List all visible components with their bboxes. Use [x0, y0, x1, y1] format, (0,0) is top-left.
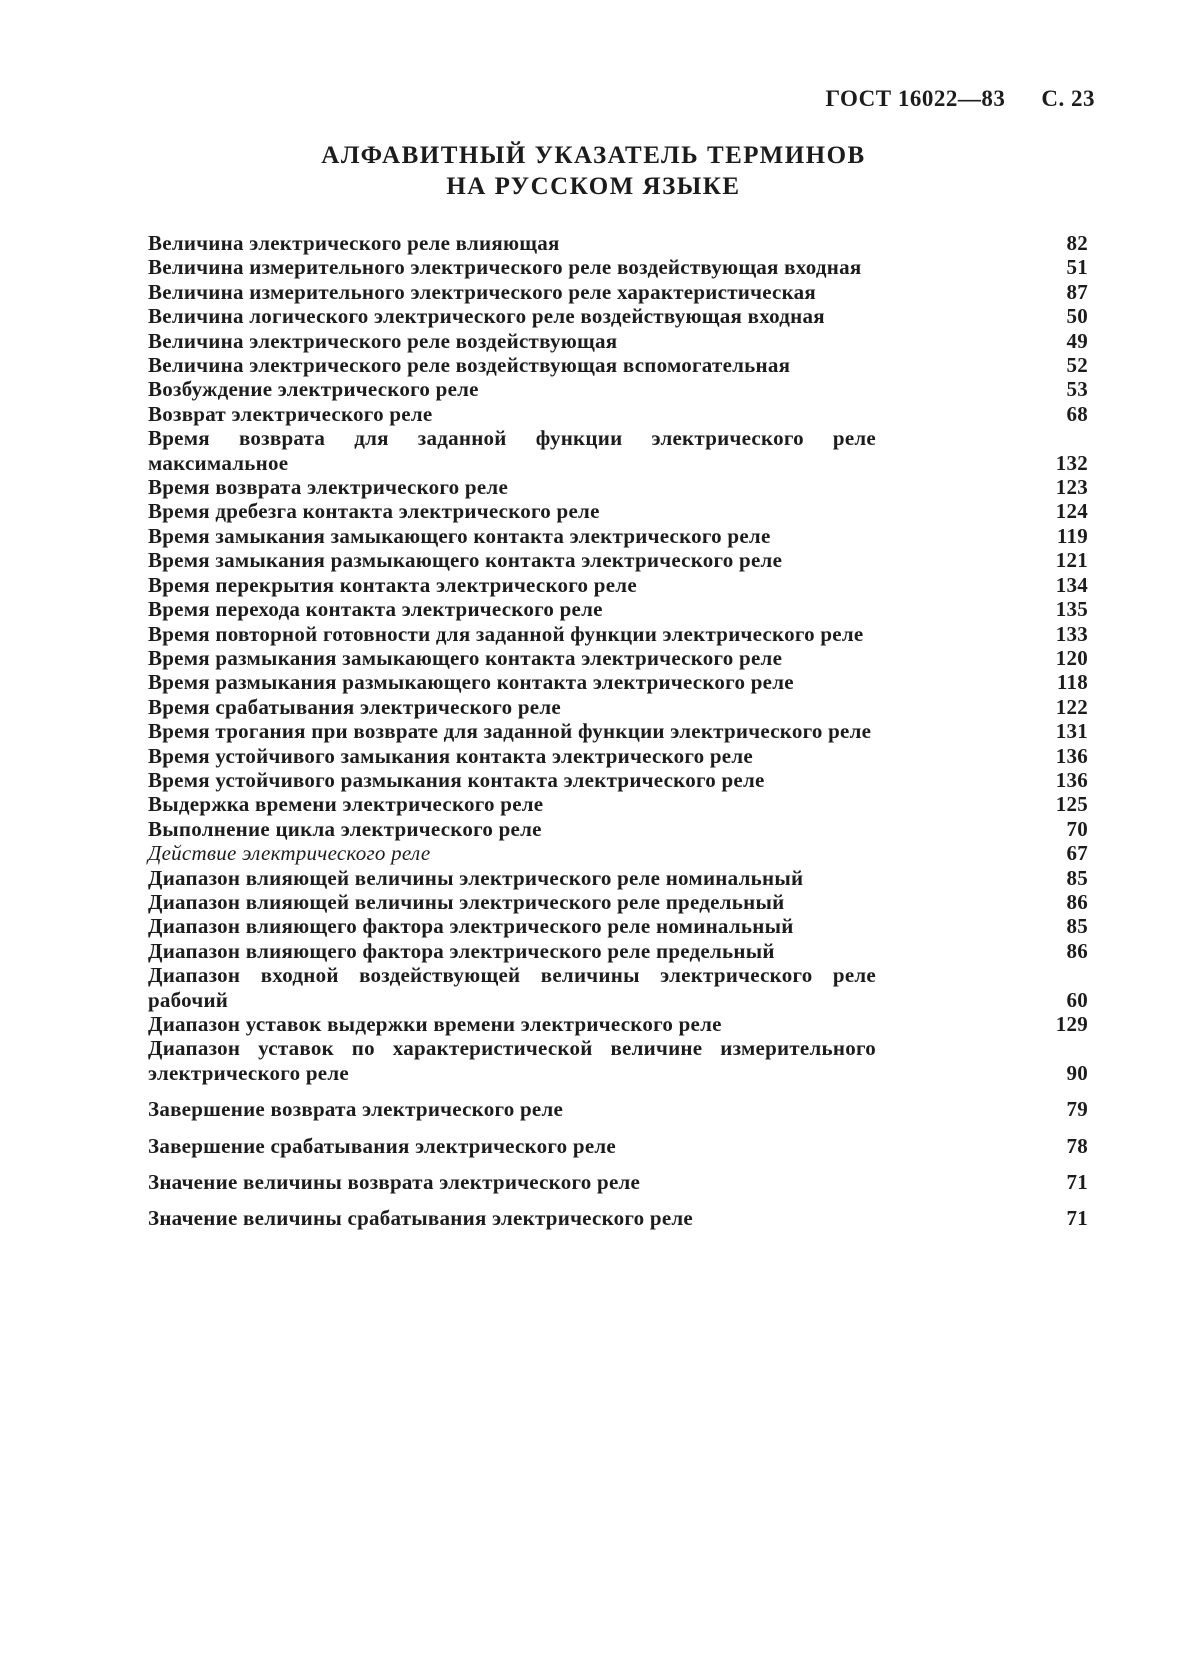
- index-entry-term: Время замыкания размыкающего контакта электрического реле: [148, 548, 783, 573]
- index-entry-term: Время размыкания размыкающего контакта электрического реле: [148, 670, 794, 695]
- index-entry-page: 86: [1066, 889, 1088, 914]
- index-entry-term: Время размыкания замыкающего контакта электрического реле: [148, 645, 783, 670]
- index-entry-page: 131: [1055, 719, 1088, 744]
- index-entry-term: Завершение срабатывания электрического реле: [148, 1133, 616, 1158]
- index-entry-page: 67: [1066, 841, 1088, 866]
- index-entry: [148, 548, 1088, 572]
- term-index-list: [148, 231, 1088, 1231]
- index-entry-page: 86: [1066, 938, 1088, 963]
- index-entry-page: 136: [1055, 743, 1088, 768]
- index-entry-term: Выдержка времени электрического реле: [148, 792, 544, 817]
- index-title-line-1: АЛФАВИТНЫЙ УКАЗАТЕЛЬ ТЕРМИНОВ: [321, 142, 866, 169]
- index-entry-page: 125: [1055, 792, 1088, 817]
- index-entry: [148, 622, 1088, 646]
- index-entry-term: Диапазон уставок выдержки времени электрического реле: [148, 1012, 722, 1036]
- index-entry-page: 51: [1066, 255, 1088, 280]
- index-entry: [148, 719, 1088, 743]
- index-entry: [148, 695, 1088, 719]
- index-entry: [148, 524, 1088, 548]
- index-entry: [148, 329, 1088, 353]
- index-entry-term: Время перехода контакта электрического реле: [148, 597, 603, 622]
- index-entry-page: 82: [1066, 231, 1088, 255]
- page-number: С. 23: [1041, 86, 1095, 111]
- index-entry: [148, 377, 1088, 401]
- index-entry: [148, 1134, 1088, 1158]
- index-entry-term: Время устойчивого замыкания контакта электрического реле: [148, 743, 753, 768]
- index-entry: [148, 231, 1088, 255]
- index-entry-page: 85: [1066, 865, 1088, 890]
- index-entry-term: Величина логического электрического реле воздействующая входная: [148, 304, 825, 329]
- index-entry-term: Время устойчивого размыкания контакта электрического реле: [148, 767, 765, 792]
- index-entry-page: 71: [1066, 1170, 1088, 1195]
- index-entry-term: Значение величины срабатывания электрического реле: [148, 1206, 694, 1231]
- index-entry-page: 129: [1055, 1012, 1088, 1036]
- index-entry-page: 136: [1055, 767, 1088, 792]
- index-entry: [148, 841, 1088, 865]
- index-entry: [148, 792, 1088, 816]
- index-entry-page: 71: [1066, 1206, 1088, 1231]
- index-entry: [148, 866, 1088, 890]
- index-entry-page: 134: [1055, 572, 1088, 597]
- index-entry-page: 90: [1066, 1060, 1088, 1085]
- index-entry-term: Диапазон входной воздействующей величины электрического реле рабочий: [148, 963, 876, 1012]
- index-entry: [148, 426, 1088, 475]
- index-entry-page: 121: [1055, 548, 1088, 573]
- index-entry-page: 118: [1056, 670, 1088, 695]
- index-entry-page: 133: [1055, 621, 1088, 646]
- index-entry-term: Диапазон влияющей величины электрического реле номинальный: [148, 865, 804, 890]
- index-entry-page: 120: [1055, 645, 1088, 670]
- index-title-line-2: НА РУССКОМ ЯЗЫКЕ: [446, 173, 741, 200]
- index-entry: [148, 646, 1088, 670]
- index-entry: [148, 475, 1088, 499]
- index-entry: [148, 914, 1088, 938]
- index-entry: [148, 1012, 1088, 1036]
- index-entry-page: 87: [1066, 279, 1088, 304]
- index-entry: [148, 280, 1088, 304]
- index-entry: [148, 963, 1088, 1012]
- index-title: [0, 140, 1187, 202]
- index-entry-term: Диапазон влияющего фактора электрического реле номинальный: [148, 914, 794, 939]
- index-entry: [148, 353, 1088, 377]
- index-entry: [148, 817, 1088, 841]
- index-entry-term: Величина электрического реле воздействующая: [148, 328, 618, 353]
- index-entry: [148, 304, 1088, 328]
- index-entry: [148, 670, 1088, 694]
- index-entry: [148, 573, 1088, 597]
- index-entry-page: 124: [1055, 499, 1088, 524]
- index-entry-term: Величина электрического реле влияющая: [148, 231, 560, 255]
- index-entry-term: Время перекрытия контакта электрического реле: [148, 572, 637, 597]
- index-entry-page: 135: [1055, 597, 1088, 622]
- index-entry-term: Время срабатывания электрического реле: [148, 694, 561, 719]
- standard-number: ГОСТ 16022—83: [825, 86, 1006, 111]
- index-entry-page: 79: [1066, 1097, 1088, 1122]
- index-entry: [148, 1206, 1088, 1230]
- index-entry-page: 85: [1066, 914, 1088, 939]
- index-entry: [148, 1036, 1088, 1085]
- index-entry-term: Выполнение цикла электрического реле: [148, 816, 542, 841]
- index-entry: [148, 499, 1088, 523]
- index-entry-term: Время возврата для заданной функции электрического реле максимальное: [148, 426, 876, 475]
- index-entry: [148, 768, 1088, 792]
- index-entry: [148, 939, 1088, 963]
- index-entry-page: 68: [1066, 401, 1088, 426]
- index-entry-term: Возбуждение электрического реле: [148, 377, 479, 402]
- index-entry-term: Время трогания при возврате для заданной функции электрического реле: [148, 719, 872, 744]
- index-entry-term: Время замыкания замыкающего контакта электрического реле: [148, 523, 771, 548]
- index-entry-term: Возврат электрического реле: [148, 401, 433, 426]
- index-entry-term: Величина электрического реле воздействующая вспомогательная: [148, 353, 791, 378]
- index-entry: [148, 744, 1088, 768]
- index-entry: [148, 597, 1088, 621]
- index-entry-term: Диапазон уставок по характеристической величине измерительного электрического реле: [148, 1036, 876, 1085]
- index-entry-term: Значение величины возврата электрического реле: [148, 1170, 641, 1195]
- index-entry-page: 49: [1066, 328, 1088, 353]
- index-entry-page: 119: [1056, 523, 1088, 548]
- index-entry-term: Завершение возврата электрического реле: [148, 1097, 564, 1122]
- index-entry: [148, 890, 1088, 914]
- index-entry: [148, 1170, 1088, 1194]
- index-entry-page: 60: [1066, 987, 1088, 1012]
- index-entry: [148, 255, 1088, 279]
- index-entry-page: 132: [1055, 450, 1088, 475]
- index-entry-term: Величина измерительного электрического реле воздействующая входная: [148, 255, 862, 280]
- index-entry-page: 70: [1066, 816, 1088, 841]
- index-entry-term: Действие электрического реле: [148, 841, 431, 866]
- index-entry-term: Диапазон влияющей величины электрического реле предельный: [148, 889, 785, 914]
- index-entry-page: 52: [1066, 353, 1088, 378]
- index-entry-term: Время возврата электрического реле: [148, 475, 509, 500]
- index-entry-page: 53: [1066, 377, 1088, 402]
- index-entry-term: Время дребезга контакта электрического реле: [148, 499, 600, 524]
- running-header: [825, 86, 1095, 112]
- index-entry: [148, 402, 1088, 426]
- index-entry-term: Время повторной готовности для заданной функции электрического реле: [148, 621, 864, 646]
- index-entry-page: 78: [1066, 1133, 1088, 1158]
- index-entry-term: Диапазон влияющего фактора электрического реле предельный: [148, 938, 775, 963]
- index-entry-page: 50: [1066, 304, 1088, 329]
- index-entry-page: 122: [1055, 694, 1088, 719]
- index-entry: [148, 1097, 1088, 1121]
- index-entry-page: 123: [1055, 475, 1088, 500]
- index-entry-term: Величина измерительного электрического реле характеристическая: [148, 279, 816, 304]
